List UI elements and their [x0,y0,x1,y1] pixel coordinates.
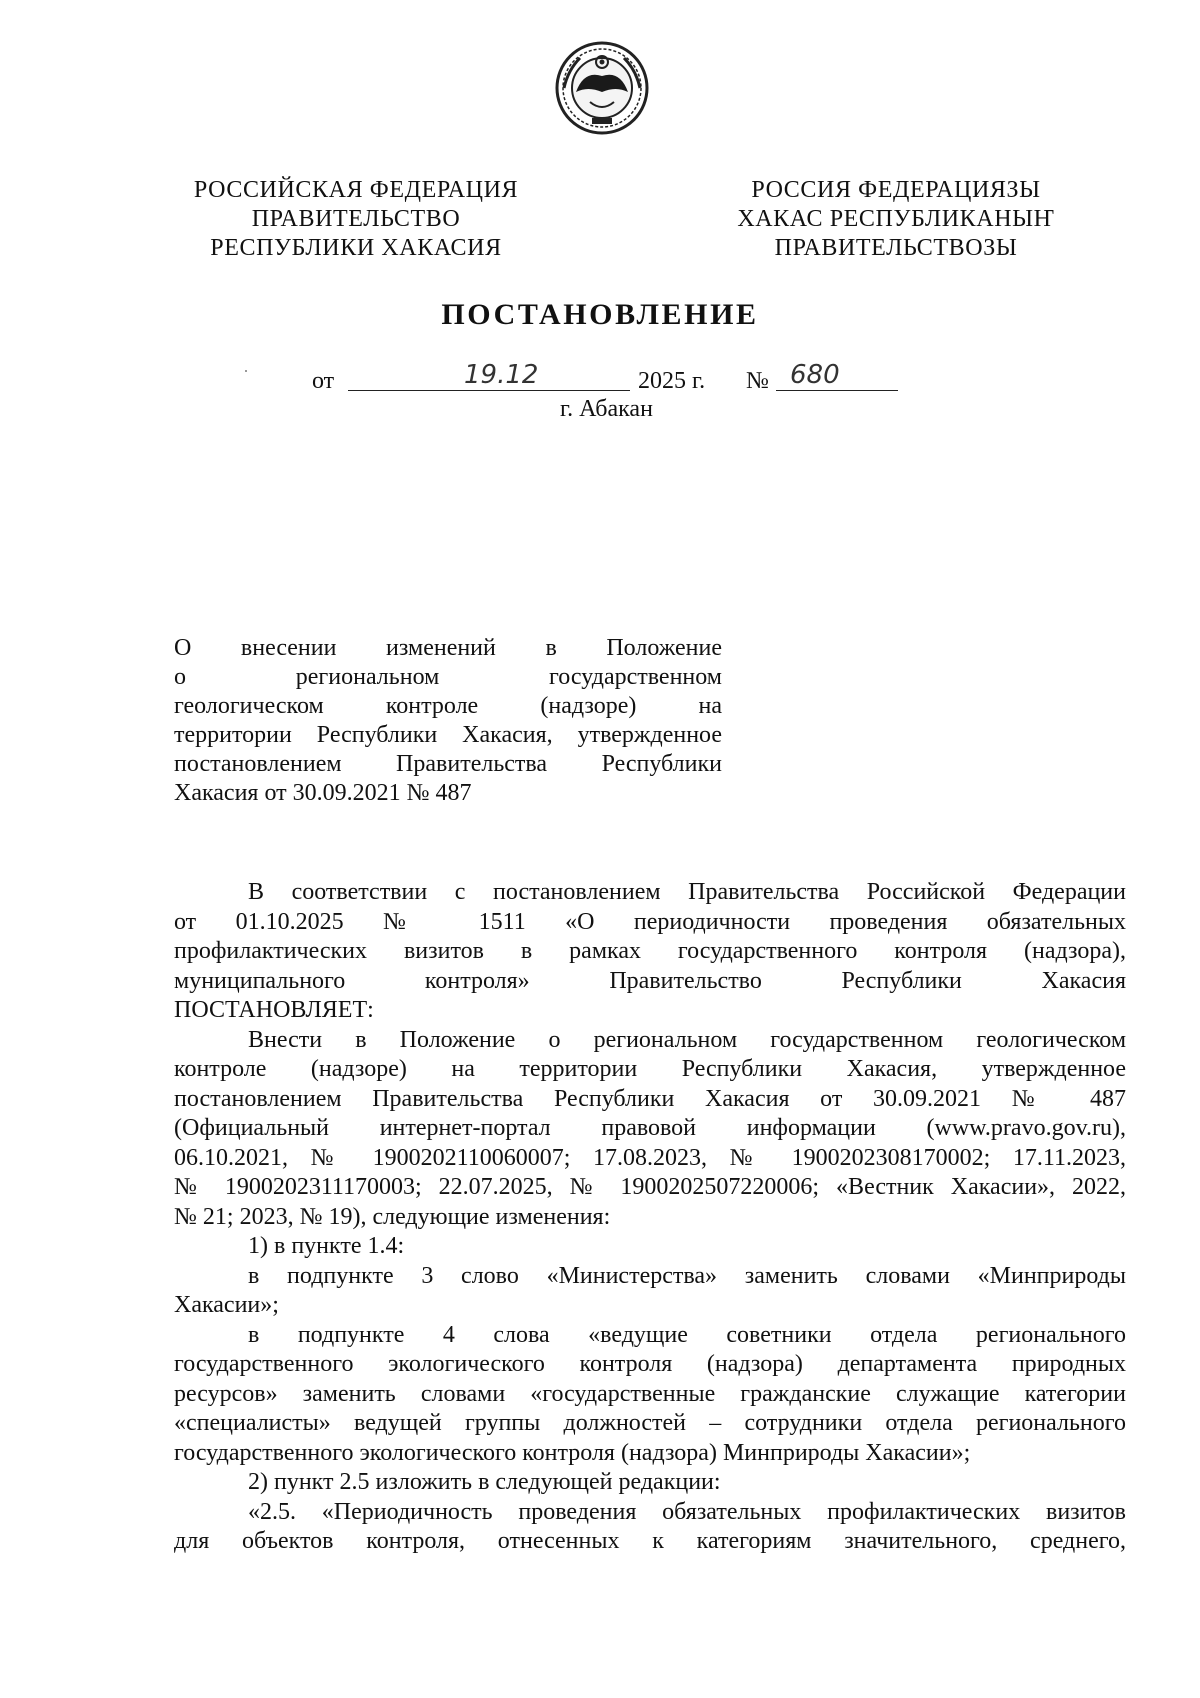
handwritten-date: 19.12 [464,360,539,390]
body-line: 1) в пункте 1.4: [248,1233,405,1259]
header-left-russian [166,176,546,263]
body-line: № 1900202311170003; 22.07.2025, № 1900202507220006; «Вестник Хакасии», 2022, [174,1174,1126,1200]
header-right-line: ПРАВИТЕЛЬСТВОЗЫ [774,235,1018,261]
document-body [174,878,1126,1557]
body-line: (Официальный интернет-портал правовой информации (www.pravo.gov.ru), [174,1115,1126,1141]
scan-speck [245,370,247,372]
body-line: постановлением Правительства Республики Хакасия от 30.09.2021 № 487 [174,1085,1126,1112]
year-label: 2025 г. [638,368,706,394]
subject-line: территории Республики Хакасия, утвержденное [174,722,722,748]
handwritten-number: 680 [790,360,840,390]
body-line: № 21; 2023, № 19), следующие изменения: [174,1203,611,1230]
body-line: от 01.10.2025 № 1511 «О периодичности проведения обязательных [174,908,1126,935]
body-line: В соответствии с постановлением Правительства Российской Федерации [248,879,1126,905]
header-right-line: ХАКАС РЕСПУБЛИКАНЫҤ [737,206,1055,232]
body-line: 06.10.2021, № 1900202110060007; 17.08.2023, № 1900202308170002; 17.11.2023, [174,1144,1126,1171]
body-line: ресурсов» заменить словами «государственные гражданские служащие категории [174,1380,1126,1407]
subject-line: постановлением Правительства Республики [174,751,722,777]
body-line: контроле (надзоре) на территории Республики Хакасия, утвержденное [174,1056,1126,1082]
header-left-line: РЕСПУБЛИКИ ХАКАСИЯ [210,235,502,261]
from-label: от [312,368,335,394]
body-line: ПОСТАНОВЛЯЕТ: [174,997,374,1023]
body-line: государственного экологического контроля (надзора) Минприроды Хакасии»; [174,1439,971,1466]
body-line: Внести в Положение о региональном государственном геологическом [248,1026,1126,1053]
header-left-line: ПРАВИТЕЛЬСТВО [251,206,461,232]
body-line: профилактических визитов в рамках государственного контроля (надзора), [174,938,1126,964]
body-line: муниципального контроля» Правительство Республики Хакасия [174,967,1126,994]
body-line: «2.5. «Периодичность проведения обязательных профилактических визитов [248,1498,1126,1525]
body-line: 2) пункт 2.5 изложить в следующей редакции: [248,1469,721,1495]
body-line: Хакасии»; [174,1292,279,1318]
body-line: «специалисты» ведущей группы должностей – сотрудники отдела регионального [174,1410,1126,1436]
body-line: для объектов контроля, отнесенных к категориям значительного, среднего, [174,1528,1126,1554]
number-label: № [746,368,769,394]
body-line: в подпункте 4 слова «ведущие советники отдела регионального [248,1321,1126,1348]
coat-of-arms-emblem [554,40,650,136]
subject-line: Хакасия от 30.09.2021 № 487 [174,780,472,806]
header-left-line: РОССИЙСКАЯ ФЕДЕРАЦИЯ [193,177,519,203]
number-underline [776,390,898,391]
subject-block [174,634,722,808]
city-label: г. Абакан [560,396,653,422]
subject-line: геологическом контроле (надзоре) на [174,693,722,719]
subject-line: о региональном государственном [174,664,722,690]
body-line: в подпункте 3 слово «Министерства» заменить словами «Минприроды [248,1262,1126,1289]
header-right-khakas [706,176,1086,263]
date-underline [348,390,630,391]
subject-line: О внесении изменений в Положение [174,635,722,661]
body-line: государственного экологического контроля (надзора) департамента природных [174,1351,1126,1377]
header-right-line: РОССИЯ ФЕДЕРАЦИЯЗЫ [751,177,1041,203]
document-type-title: ПОСТАНОВЛЕНИЕ [441,298,759,331]
